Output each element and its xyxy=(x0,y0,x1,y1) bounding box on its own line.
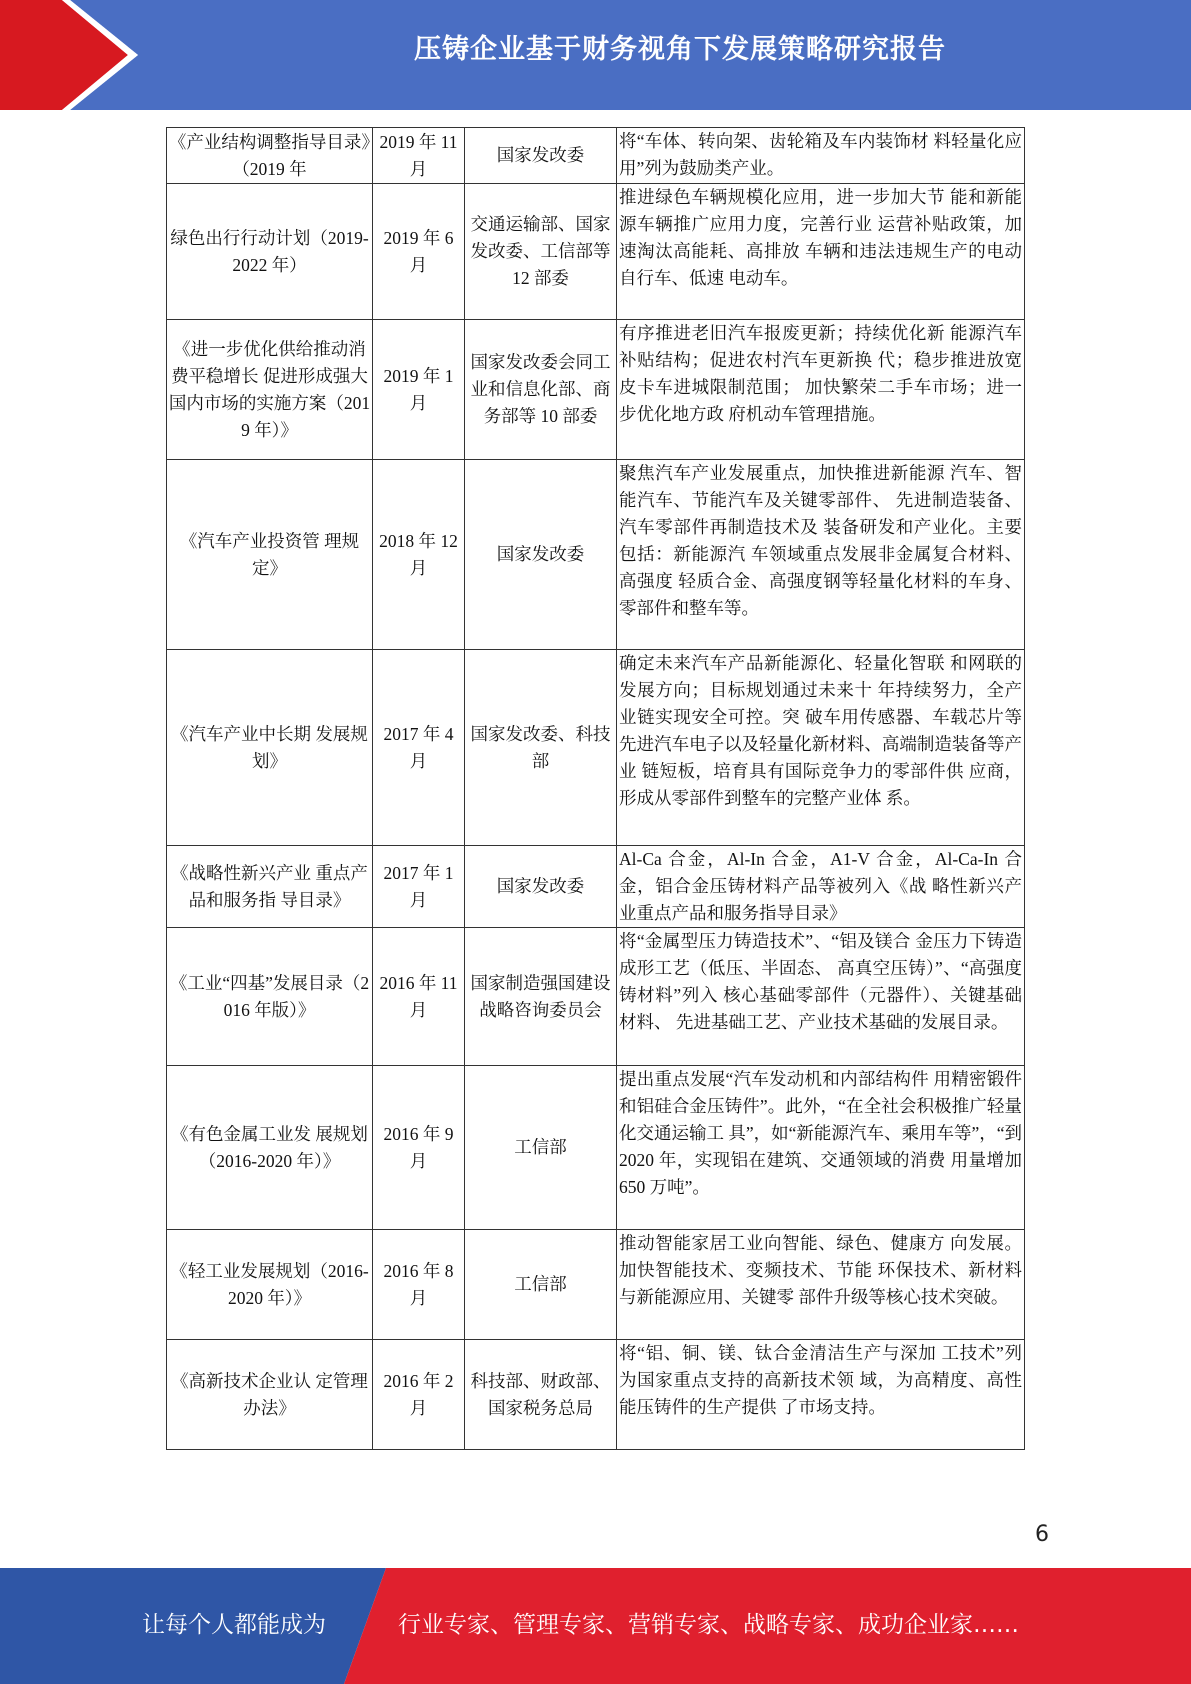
policy-date: 2016 年 9 月 xyxy=(373,1066,465,1230)
policy-content: 将“铝、铜、镁、钛合金清洁生产与深加 工技术”列为国家重点支持的高新技术领 域，为高精度、高性能压铸件的生产提供 了市场支持。 xyxy=(617,1340,1025,1450)
policy-department: 国家发改委 xyxy=(465,460,617,650)
policy-name: 《高新技术企业认 定管理办法》 xyxy=(167,1340,373,1450)
page-footer xyxy=(0,1568,1191,1684)
policy-content: 将“金属型压力铸造技术”、“铝及镁合 金压力下铸造成形工艺（低压、半固态、 高真空压铸）”、“高强度铸材料”列入 核心基础零部件（元器件）、关键基础材料、 先进基础工艺、产业技术基础的发展目录。 xyxy=(617,928,1025,1066)
table-row xyxy=(167,1066,1025,1230)
policy-date: 2016 年 2 月 xyxy=(373,1340,465,1450)
policy-table xyxy=(166,127,1025,1450)
policy-content: 推动智能家居工业向智能、绿色、健康方 向发展。加快智能技术、变频技术、节能 环保技术、新材料与新能源应用、关键零 部件升级等核心技术突破。 xyxy=(617,1230,1025,1340)
table-row xyxy=(167,320,1025,460)
table-row xyxy=(167,650,1025,846)
policy-name: 《产业结构调整指导目录》（2019 年 xyxy=(167,128,373,184)
policy-name: 《汽车产业中长期 发展规划》 xyxy=(167,650,373,846)
page-header xyxy=(0,0,1191,110)
policy-department: 国家发改委 xyxy=(465,128,617,184)
table-row xyxy=(167,460,1025,650)
footer-slogan-left: 让每个人都能成为 xyxy=(142,1612,326,1638)
policy-department: 国家发改委会同工业和信息化部、商务部等 10 部委 xyxy=(465,320,617,460)
policy-name: 《工业“四基”发展目录（2016 年版）》 xyxy=(167,928,373,1066)
policy-name: 《战略性新兴产业 重点产品和服务指 导目录》 xyxy=(167,846,373,928)
policy-date: 2019 年 6 月 xyxy=(373,184,465,320)
table-row xyxy=(167,128,1025,184)
policy-department: 交通运输部、国家发改委、工信部等 12 部委 xyxy=(465,184,617,320)
policy-date: 2017 年 4 月 xyxy=(373,650,465,846)
page-number: 6 xyxy=(1035,1522,1049,1547)
policy-department: 工信部 xyxy=(465,1066,617,1230)
table-row xyxy=(167,1340,1025,1450)
table-row xyxy=(167,1230,1025,1340)
policy-date: 2019 年 1 月 xyxy=(373,320,465,460)
table-row xyxy=(167,928,1025,1066)
policy-content: 推进绿色车辆规模化应用，进一步加大节 能和新能源车辆推广应用力度，完善行业 运营补贴政策，加速淘汰高能耗、高排放 车辆和违法违规生产的电动自行车、低速 电动车。 xyxy=(617,184,1025,320)
policy-content: 有序推进老旧汽车报废更新；持续优化新 能源汽车补贴结构；促进农村汽车更新换 代；稳步推进放宽皮卡车进城限制范围； 加快繁荣二手车市场；进一步优化地方政 府机动车管理措施。 xyxy=(617,320,1025,460)
policy-date: 2018 年 12 月 xyxy=(373,460,465,650)
table-row xyxy=(167,846,1025,928)
policy-department: 国家发改委、科技部 xyxy=(465,650,617,846)
policy-department: 国家发改委 xyxy=(465,846,617,928)
policy-date: 2017 年 1 月 xyxy=(373,846,465,928)
policy-content: 将“车体、转向架、齿轮箱及车内装饰材 料轻量化应用”列为鼓励类产业。 xyxy=(617,128,1025,184)
policy-content: Al-Ca 合金，Al-In 合金，A1-V 合金，Al-Ca-In 合金，铝合金压铸材料产品等被列入《战 略性新兴产业重点产品和服务指导目录》 xyxy=(617,846,1025,928)
report-title: 压铸企业基于财务视角下发展策略研究报告 xyxy=(414,34,946,65)
policy-date: 2019 年 11 月 xyxy=(373,128,465,184)
policy-name: 《有色金属工业发 展规划（2016-2020 年）》 xyxy=(167,1066,373,1230)
policy-content: 聚焦汽车产业发展重点，加快推进新能源 汽车、智能汽车、节能汽车及关键零部件、 先进制造装备、汽车零部件再制造技术及 装备研发和产业化。主要包括：新能源汽 车领域重点发展非金属复合材料、高强度 轻质合金、高强度钢等轻量化材料的车身、 零部件和整车等。 xyxy=(617,460,1025,650)
policy-name: 《进一步优化供给推动消费平稳增长 促进形成强大国内市场的实施方案（2019 年）》 xyxy=(167,320,373,460)
policy-department: 科技部、财政部、国家税务总局 xyxy=(465,1340,617,1450)
policy-date: 2016 年 8 月 xyxy=(373,1230,465,1340)
policy-date: 2016 年 11 月 xyxy=(373,928,465,1066)
policy-name: 《轻工业发展规划（2016-2020 年）》 xyxy=(167,1230,373,1340)
policy-department: 国家制造强国建设战略咨询委员会 xyxy=(465,928,617,1066)
policy-name: 《汽车产业投资管 理规定》 xyxy=(167,460,373,650)
policy-department: 工信部 xyxy=(465,1230,617,1340)
policy-content: 提出重点发展“汽车发动机和内部结构件 用精密锻件和铝硅合金压铸件”。此外，“在全社会积极推广轻量化交通运输工 具”，如“新能源汽车、乘用车等”，“到 2020 年，实现铝在建筑、交通领域的消费 用量增加 650 万吨”。 xyxy=(617,1066,1025,1230)
table-row xyxy=(167,184,1025,320)
policy-content: 确定未来汽车产品新能源化、轻量化智联 和网联的发展方向；目标规划通过未来十 年持续努力，全产业链实现安全可控。突 破车用传感器、车载芯片等先进汽车电子以及轻量化新材料、高端制造装备等产业 链短板，培育具有国际竞争力的零部件供 应商，形成从零部件到整车的完整产业体 系。 xyxy=(617,650,1025,846)
policy-name: 绿色出行行动计划（2019-2022 年） xyxy=(167,184,373,320)
footer-slogan-right: 行业专家、管理专家、营销专家、战略专家、成功企业家…… xyxy=(398,1612,1019,1638)
